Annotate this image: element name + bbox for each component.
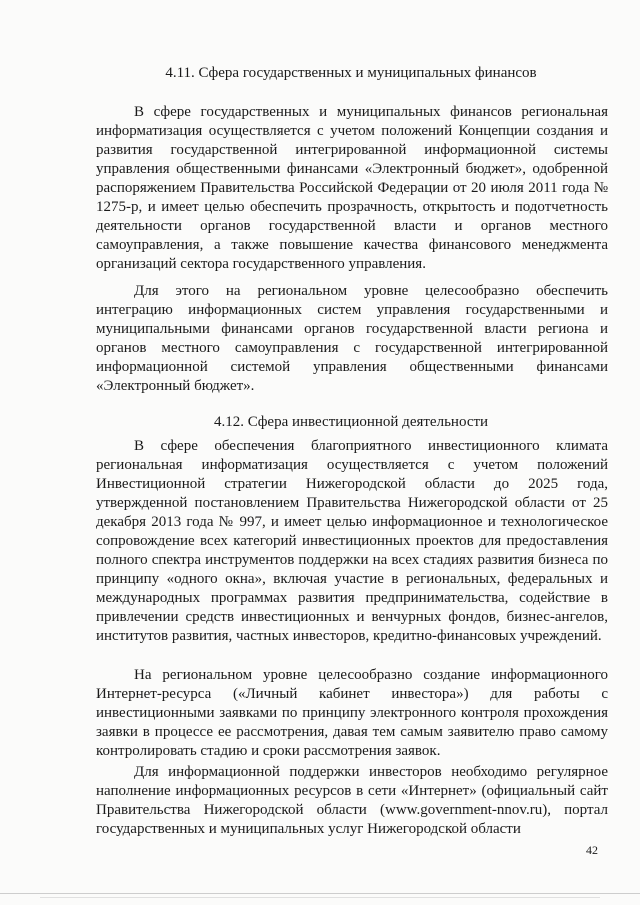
paragraph-finance-2: Для этого на региональном уровне целесообразно обеспечить интеграцию информационных систем управления государственными и муниципальными финансами органов государственной власти региона и органов местного самоуправления с государственной интегрированной информационной системой управления общественными финансами «Электронный бюджет». — [96, 283, 608, 394]
section-heading-4-12: 4.12. Сфера инвестиционной деятельности — [213, 414, 489, 430]
page-number: 42 — [586, 843, 598, 857]
section-heading-4-11: 4.11. Сфера государственных и муниципальных финансов — [165, 65, 537, 81]
scan-edge-line-lower — [40, 897, 600, 898]
scan-edge-line — [0, 893, 640, 894]
paragraph-finance-1: В сфере государственных и муниципальных финансов региональная информатизация осуществляется с учетом положений Концепции создания и развития государственной интегрированной информационной системы управления общественными финансами «Электронный бюджет», одобренной распоряжением Правительства Российской Федерации от 20 июля 2011 года № 1275-р, и имеет целью обеспечить прозрачность, открытость и подотчетность деятельности органов государственной власти и органов местного самоуправления, а также повышение качества финансового менеджмента организаций сектора государственного управления. — [96, 104, 608, 272]
paragraph-investment-1: В сфере обеспечения благоприятного инвестиционного климата региональная информатизация осуществляется с учетом положений Инвестиционной стратегии Нижегородской области до 2025 года, утвержденной постановлением Правительства Нижегородской области от 25 декабря 2013 года № 997, и имеет целью информационное и технологическое сопровождение всех категорий инвестиционных проектов для предоставления полного спектра инструментов поддержки на всех стадиях развития бизнеса по принципу «одного окна», включая участие в региональных, федеральных и международных программах развития предпринимательства, содействие в привлечении средств инвестиционных и венчурных фондов, бизнес-ангелов, институтов развития, частных инвесторов, кредитно-финансовых учреждений. — [96, 438, 608, 644]
paragraph-investment-3: Для информационной поддержки инвесторов необходимо регулярное наполнение информационных ресурсов в сети «Интернет» (официальный сайт Правительства Нижегородской области (www.government-nnov.ru), портал государственных и муниципальных услуг Нижегородской области — [96, 764, 608, 837]
paragraph-investment-2: На региональном уровне целесообразно создание информационного Интернет-ресурса («Личный кабинет инвестора») для работы с инвестиционными заявками по принципу электронного контроля прохождения заявки в процессе ее рассмотрения, давая тем самым заявителю право самому контролировать стадию и сроки рассмотрения заявок. — [96, 667, 608, 759]
